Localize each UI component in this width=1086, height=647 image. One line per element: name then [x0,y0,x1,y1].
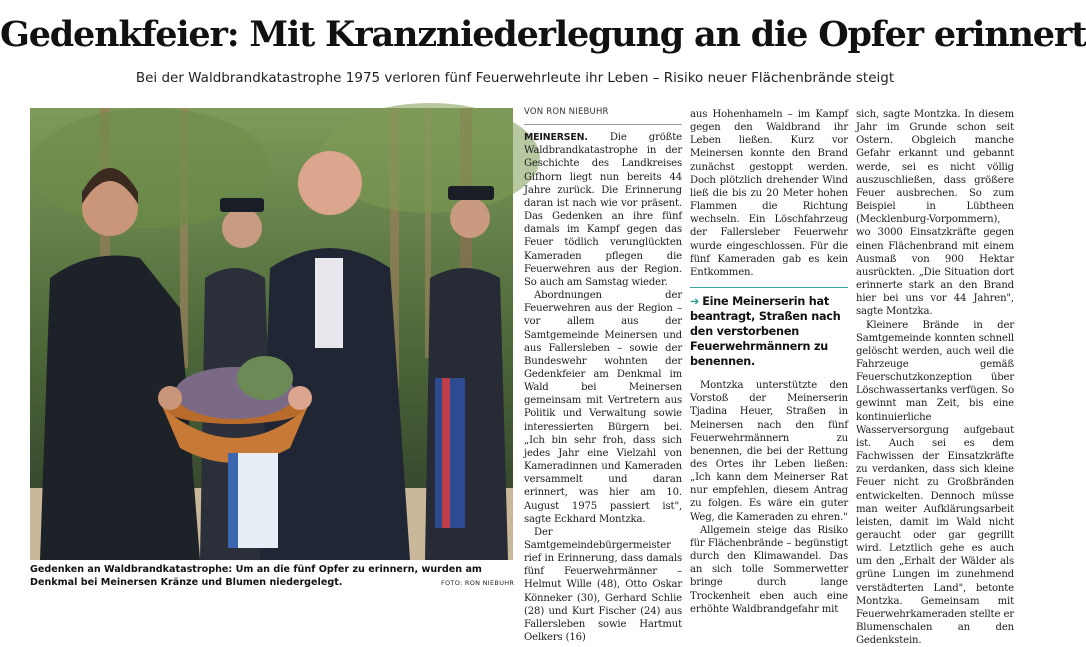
photo-caption: Gedenken an Waldbrandkatastrophe: Um an die fünf Opfer zu erinnern, wurden am Denkmal bei Meinersen Kränze und Blumen niedergelegt. [30,563,513,589]
article-paragraph [524,131,682,289]
article-paragraph: Kleinere Brände in der Samtgemeinde konnten schnell gelöscht werden, auch weil die Fahrzeuge gemäß Feuerschutzkonzeption über Löschwassertanks verfügen. So gewinnt man Zeit, bis eine kontinuierliche Wasserversorgung aufgebaut ist. Auch sei es dem Fachwissen der Einsatzkräfte zu verdanken, dass sich kleine Feuer nicht zu Großbränden entwickelten. Dennoch müsse man weiter Aufklärungsarbeit leisten, damit im Wald nicht geraucht oder gar gegrillt wird. Letztlich gehe es auch um den „Erhalt der Wälder als grüne Lungen im zunehmend verstädterten Land", betonte Montzka. Gemeinsam mit Feuerwehrkameraden stellte er Blumenschalen an den Gedenkstein. [856,319,1014,647]
pull-quote-text: Eine Meinerserin hat beantragt, Straßen nach den verstorbenen Feuerwehrmännern zu benennen. [690,295,841,368]
article-paragraph: sich, sagte Montzka. In diesem Jahr im Grunde schon seit Ostern. Obgleich manche Gefahr erkannt und gebannt werde, sei es nicht völlig auszuschließen, dass größere Feuer ausbrechen. So zum Beispiel in Lübtheen (Mecklenburg-Vorpommern), wo 3000 Einsatzkräfte gegen einen Flächenbrand mit einem Ausmaß von 900 Hektar ausrückten. „Die Situation dort erinnerte stark an den Brand hier bei uns vor 44 Jahren", sagte Montzka. [856,108,1014,319]
arrow-right-icon: ➜ [690,295,699,308]
subhead: Bei der Waldbrandkatastrophe 1975 verloren fünf Feuerwehrleute ihr Leben – Risiko neuer Flächenbrände steigt [0,70,1030,86]
article-paragraph: Montzka unterstützte den Vorstoß der Meinerserin Tjadina Heuer, Straßen in Meinersen nach den fünf Feuerwehrmännern zu benennen, die bei der Rettung des Ortes ihr Leben ließen: „Ich kann dem Meinerser Rat nur empfehlen, diesem Antrag zu folgen. Es wäre ein guter Weg, die Kameraden zu ehren." [690,379,848,524]
article-column-1 [524,104,682,644]
article-paragraph: Abordnungen der Feuerwehren aus der Region – vor allem aus der Samtgemeinde Meinersen und aus Fallersleben – sowie der Bundeswehr wohnten der Gedenkfeier am Denkmal im Wald bei Meinersen gemeinsam mit Vertretern aus Politik und Verwaltung sowie interessierten Bürgern bei. „Ich bin sehr froh, dass sich jedes Jahr eine Vielzahl von Kameradinnen und Kameraden versammelt und daran erinnert, was hier am 10. August 1975 passiert ist", sagte Eckhard Montzka. [524,289,682,526]
headline: Gedenkfeier: Mit Kranzniederlegung an die Opfer erinnert [0,14,1030,55]
article-paragraph: aus Hohenhameln – im Kampf gegen den Waldbrand ihr Leben ließen. Kurz vor Meinersen konnte den Brand zunächst gestoppt werden. Doch plötzlich drehender Wind ließ die bis zu 20 Meter hohen Flammen die Richtung wechseln. Ein Löschfahrzeug der Fallersleber Feuerwehr wurde eingeschlossen. Für die fünf Kameraden gab es kein Entkommen. [690,108,848,279]
dateline: MEINERSEN. [524,132,588,143]
article-paragraph: Der Samtgemeindebürgermeister rief in Erinnerung, dass damals fünf Feuerwehrmänner – Helmut Wille (48), Otto Oskar Könneker (30), Gerhard Schlie (28) und Kurt Fischer (24) aus Fallersleben sowie Hartmut Oelkers (16) [524,526,682,644]
photo-credit: FOTO: RON NIEBUHR [441,579,514,587]
lead-text: Die größte Waldbrandkatastrophe in der Geschichte des Landkreises Gifhorn liegt nun bereits 44 Jahre zurück. Die Erinnerung daran ist nach wie vor präsent. Das Gedenken an ihre fünf damals im Kampf gegen das Feuer tödlich verunglückten Kameraden pflegen die Feuerwehren aus der Region. So auch am Samstag wieder. [524,132,682,288]
article-photo [30,108,513,560]
article-column-2 [690,108,848,616]
pull-quote [690,287,848,369]
article-paragraph: Allgemein steige das Risiko für Flächenbrände – begünstigt durch den Klimawandel. Das an sich tolle Sommerwetter bringe durch lange Trockenheit eben auch eine erhöhte Waldbrandgefahr mit [690,524,848,616]
article-column-3 [856,108,1014,647]
byline: VON RON NIEBUHR [524,106,682,125]
